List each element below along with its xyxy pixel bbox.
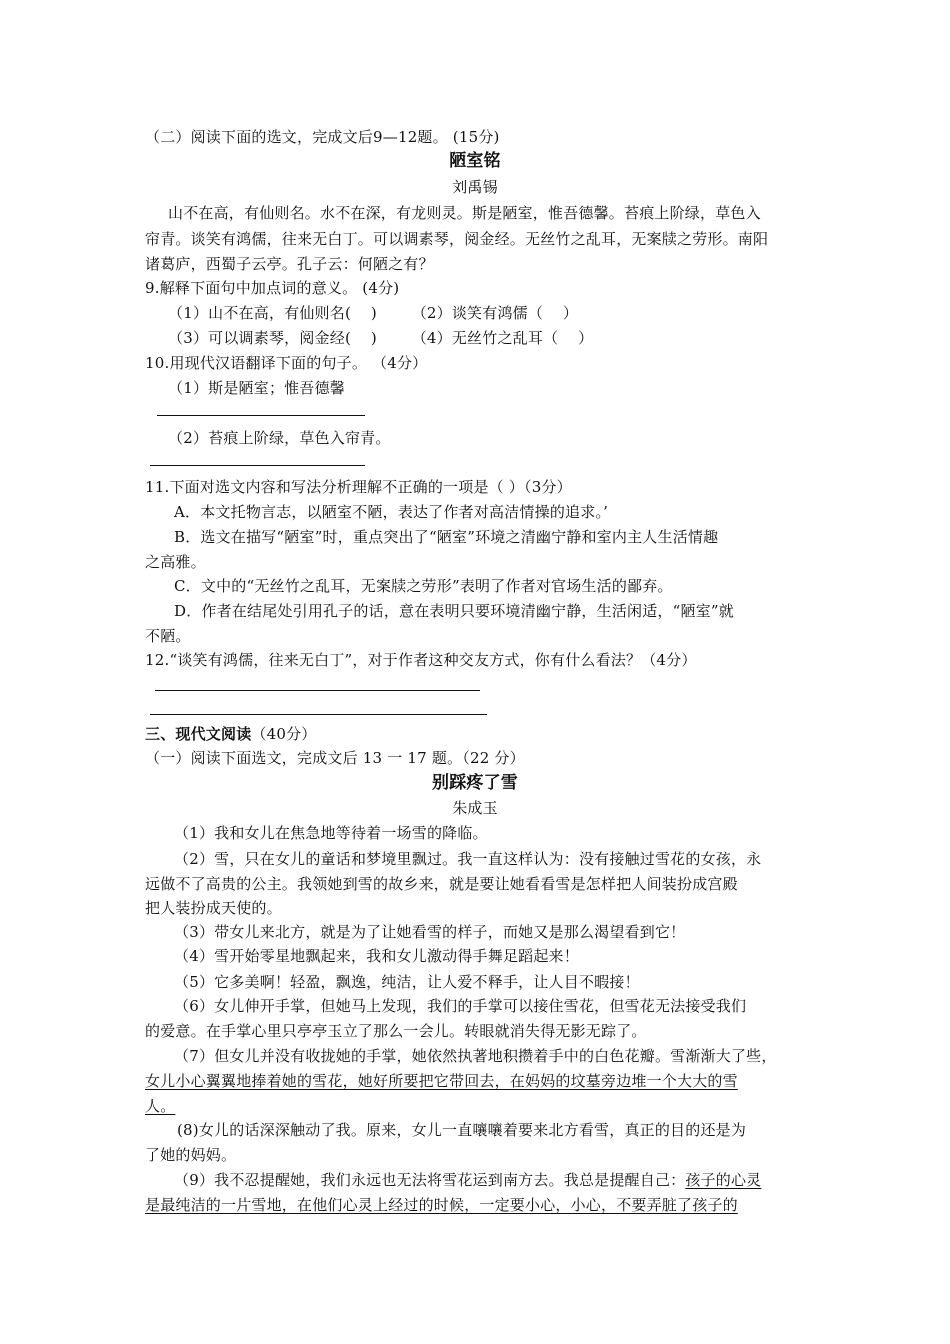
q9-row: （1）山不在高，有仙则名( ) （2）谈笑有鸿儒（ ）: [168, 304, 579, 322]
section2-header: （二）阅读下面的选文，完成文后9—12题。 (15分): [145, 128, 500, 146]
poem-text-line: 山不在高，有仙则名。水不在深，有龙则灵。斯是陋室，惟吾德馨。苔痕上阶绿，草色入: [168, 204, 761, 222]
q11-option-a: A．本文托物言志，以陋室不陋，表达了作者对高洁情操的追求。’: [174, 503, 609, 521]
q12-stem: 12.“谈笑有鸿儒，往来无白丁”，对于作者这种交友方式，你有什么看法？（4分）: [145, 651, 697, 669]
q11-option-d-cont: 不陋。: [145, 627, 191, 645]
poem-title: 陋室铭: [449, 151, 501, 171]
paragraph-1: （1）我和女儿在焦急地等待着一场雪的降临。: [174, 824, 488, 842]
answer-blank[interactable]: [155, 690, 480, 691]
article-title: 别踩疼了雪: [432, 773, 518, 793]
paragraph-8: (8)女儿的话深深触动了我。原来，女儿一直嚷嚷着要来北方看雪，真正的目的还是为: [177, 1121, 747, 1139]
q10-item: （1）斯是陋室；惟吾德馨: [168, 379, 345, 397]
poem-author: 刘禹锡: [452, 178, 498, 196]
q9-row: （3）可以调素琴，阅金经( ) （4）无丝竹之乱耳（ ）: [168, 329, 594, 347]
paragraph-9-underlined: 是最纯洁的一片雪地，在他们心灵上经过的时候，一定要小心，小心，不要弄脏了孩子的: [145, 1196, 738, 1214]
paragraph-4: （4）雪开始零星地飘起来，我和女儿激动得手舞足蹈起来！: [174, 947, 579, 965]
paragraph-5: （5）它多美啊！轻盈，飘逸，纯洁，让人爱不释手，让人目不暇接！: [174, 973, 640, 991]
answer-blank[interactable]: [150, 465, 365, 466]
paragraph-9: [174, 1170, 761, 1190]
q11-option-d: D．作者在结尾处引用孔子的话，意在表明只要环境清幽宁静，生活闲适，“陋室”就: [174, 602, 734, 620]
section3-header: [145, 724, 317, 744]
paragraph-7-underlined: 女儿小心翼翼地捧着她的雪花，她好所要把它带回去，在妈妈的坟墓旁边堆一个大大的雪: [145, 1072, 738, 1090]
answer-blank[interactable]: [150, 714, 487, 715]
q11-option-b: B．选文在描写“陋室”时，重点突出了“陋室”环境之清幽宁静和室内主人生活情趣: [174, 528, 719, 546]
article-author: 朱成玉: [452, 799, 498, 817]
section3-score: （40分）: [251, 725, 317, 743]
paragraph-9-text: （9）我不忍提醒她，我们永远也无法将雪花运到南方去。我总是提醒自己：: [174, 1171, 686, 1189]
section3-title: 三、现代文阅读: [145, 725, 252, 743]
paragraph-8-cont: 了她的妈妈。: [145, 1146, 237, 1164]
q10-item: （2）苔痕上阶绿，草色入帘青。: [168, 429, 391, 447]
q10-stem: 10.用现代汉语翻译下面的句子。 （4分）: [145, 354, 428, 372]
answer-blank[interactable]: [157, 415, 365, 416]
paragraph-2: （2）雪，只在女儿的童话和梦境里飘过。我一直这样认为：没有接触过雪花的女孩，永: [174, 850, 762, 868]
paragraph-2-cont: 把人装扮成天使的。: [145, 899, 282, 917]
paragraph-6-cont: 的爱意。在手掌心里只亭亭玉立了那么一会儿。转眼就消失得无影无踪了。: [145, 1022, 647, 1040]
q11-option-b-cont: 之高雅。: [145, 553, 206, 571]
paragraph-6: （6）女儿伸开手掌，但她马上发现，我们的手掌可以接住雪花，但雪花无法接受我们: [174, 997, 747, 1015]
section3-sub: （一）阅读下面选文，完成文后 13 一 17 题。（22 分）: [145, 749, 525, 767]
paragraph-3: （3）带女儿来北方，就是为了让她看雪的样子，而她又是那么渴望看到它！: [174, 923, 686, 941]
q9-stem: 9.解释下面句中加点词的意义。 (4分): [145, 279, 400, 297]
paragraph-2-cont: 远做不了高贵的公主。我领她到雪的故乡来，就是要让她看看雪是怎样把人间装扮成宫殿: [145, 875, 738, 893]
paragraph-9-underlined: 孩子的心灵: [685, 1171, 762, 1189]
q11-stem: 11.下面对选文内容和写法分析理解不正确的一项是（ ）（3分）: [145, 478, 572, 496]
paragraph-7: （7）但女儿并没有收拢她的手掌，她依然执著地积攒着手中的白色花瓣。雪渐渐大了些，: [174, 1047, 777, 1065]
paragraph-7-underlined: 人。: [145, 1097, 176, 1115]
poem-text-line: 诸葛庐，西蜀子云亭。孔子云：何陋之有？: [145, 255, 434, 273]
q11-option-c: C．文中的“无丝竹之乱耳，无案牍之劳形”表明了作者对官场生活的鄙弃。: [174, 577, 673, 595]
poem-text-line: 帘青。谈笑有鸿儒，往来无白丁。可以调素琴，阅金经。无丝竹之乱耳，无案牍之劳形。南阳: [145, 230, 769, 248]
